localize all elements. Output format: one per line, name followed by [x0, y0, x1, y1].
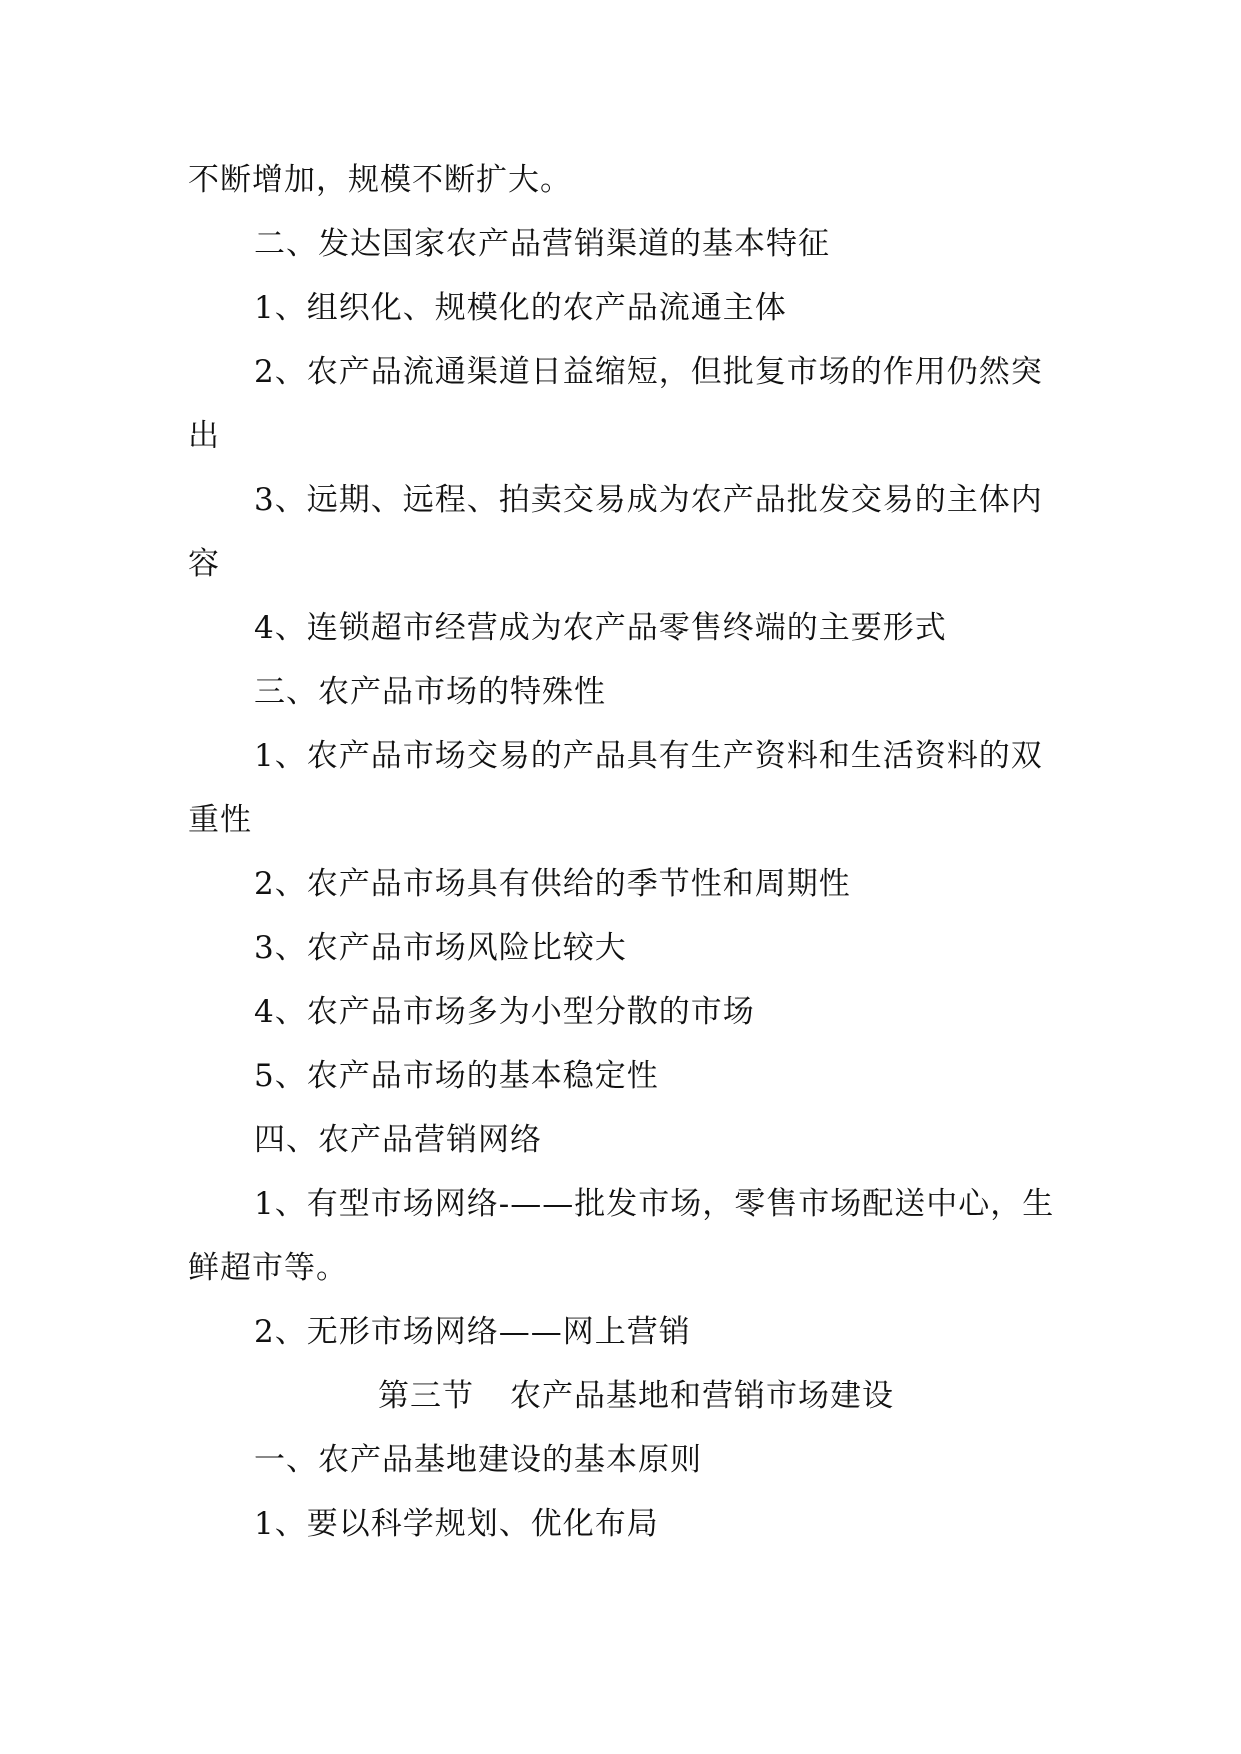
section-number: 第三节 [378, 1378, 474, 1414]
list-item: 5、农产品市场的基本稳定性 [254, 1058, 659, 1094]
heading-developed-country-channels: 二、发达国家农产品营销渠道的基本特征 [254, 226, 830, 262]
list-item: 1、组织化、规模化的农产品流通主体 [254, 290, 787, 326]
heading-base-construction-principles: 一、农产品基地建设的基本原则 [254, 1442, 702, 1478]
list-item: 4、连锁超市经营成为农产品零售终端的主要形式 [254, 610, 947, 646]
list-item: 1、农产品市场交易的产品具有生产资料和生活资料的双重性 [188, 738, 1043, 838]
section-title: 农产品基地和营销市场建设 [510, 1378, 894, 1414]
list-item: 2、农产品流通渠道日益缩短，但批复市场的作用仍然突出 [188, 354, 1043, 454]
section-heading [188, 1364, 1058, 1428]
list-item: 3、农产品市场风险比较大 [254, 930, 627, 966]
list-item: 1、有型市场网络-——批发市场，零售市场配送中心，生鲜超市等。 [188, 1186, 1055, 1286]
list-item: 2、农产品市场具有供给的季节性和周期性 [254, 866, 851, 902]
list-item: 3、远期、远程、拍卖交易成为农产品批发交易的主体内容 [188, 482, 1043, 582]
list-item: 1、要以科学规划、优化布局 [254, 1506, 659, 1542]
document-body [188, 148, 1058, 1556]
list-item: 2、无形市场网络——网上营销 [254, 1314, 691, 1350]
heading-market-particularity: 三、农产品市场的特殊性 [254, 674, 606, 710]
heading-marketing-network: 四、农产品营销网络 [254, 1122, 542, 1158]
list-item: 4、农产品市场多为小型分散的市场 [254, 994, 755, 1030]
paragraph-continuation: 不断增加，规模不断扩大。 [188, 162, 572, 198]
